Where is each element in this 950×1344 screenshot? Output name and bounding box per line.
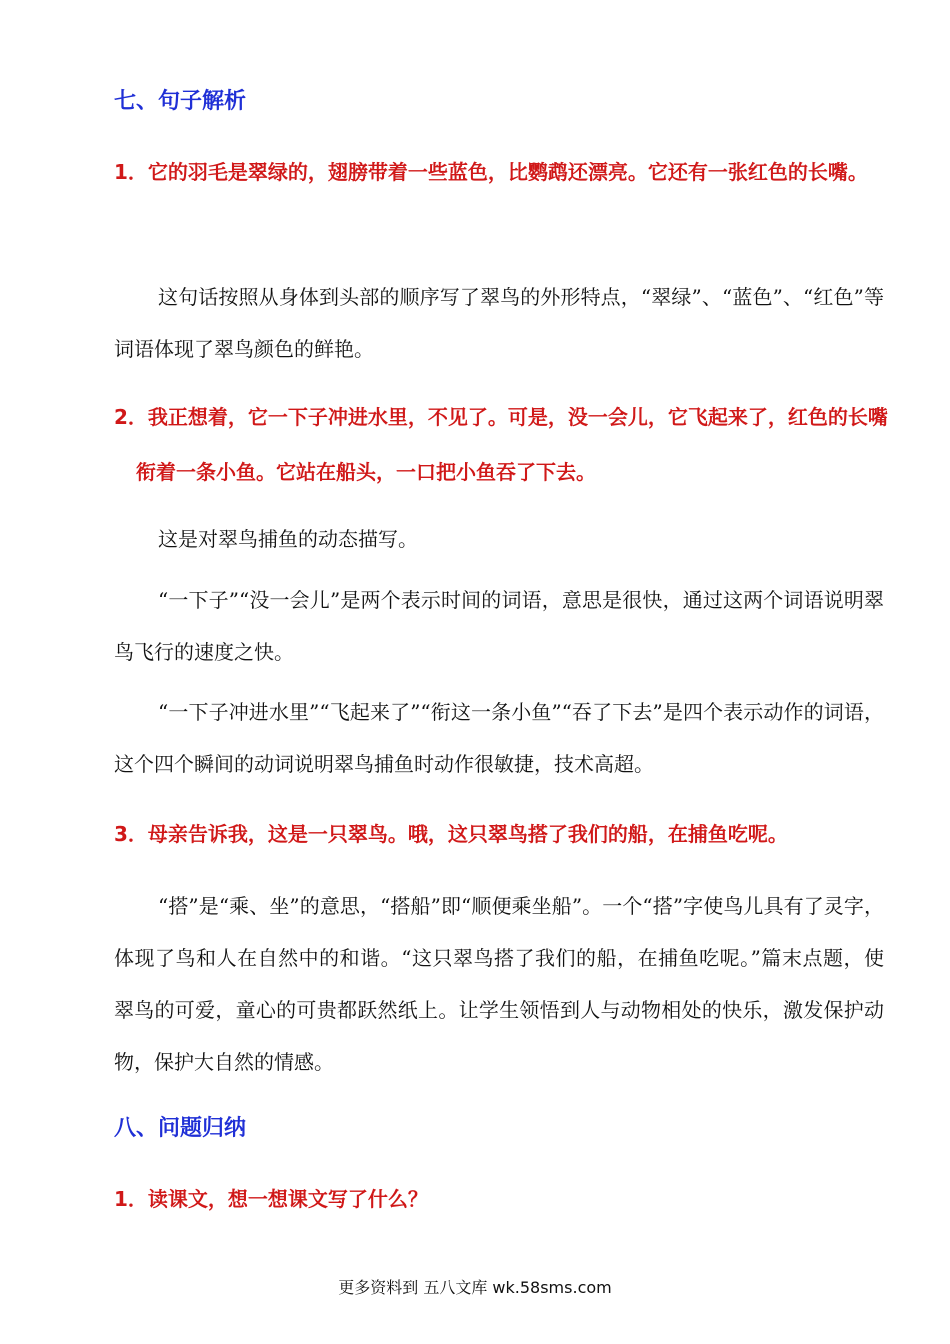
sentence-heading-2: 2．我正想着，它一下子冲进水里，不见了。可是，没一会儿，它飞起来了，红色的长嘴衔着一条小鱼。它站在船头，一口把小鱼吞了下去。	[114, 405, 888, 484]
footer-watermark-text: 更多资料到 五八文库 wk.58sms.com	[338, 1278, 612, 1297]
analysis-paragraph-2-2: “一下子”“没一会儿”是两个表示时间的词语，意思是很快，通过这两个词语说明翠鸟飞行的速度之快。	[114, 588, 884, 664]
analysis-paragraph-3-1: “搭”是“乘、坐”的意思，“搭船”即“顺便乘坐船”。一个“搭”字使鸟儿具有了灵字，体现了鸟和人在自然中的和谐。“这只翠鸟搭了我们的船，在捕鱼吃呢。”篇末点题，使翠鸟的可爱，童心的可贵都跃然纸上。让学生领悟到人与动物相处的快乐，激发保护动物，保护大自然的情感。	[114, 894, 884, 1074]
question-heading-1: 1．读课文，想一想课文写了什么？	[114, 1187, 428, 1211]
section-heading-question-summary: 八、问题归纳	[114, 1116, 247, 1141]
analysis-paragraph-1-1: 这句话按照从身体到头部的顺序写了翠鸟的外形特点，“翠绿”、“蓝色”、“红色”等词语体现了翠鸟颜色的鲜艳。	[114, 285, 884, 361]
analysis-paragraph-2-3: “一下子冲进水里”“飞起来了”“衔这一条小鱼”“吞了下去”是四个表示动作的词语，这个四个瞬间的动词说明翠鸟捕鱼时动作很敏捷，技术高超。	[114, 700, 884, 776]
section-heading-sentence-analysis: 七、句子解析	[114, 89, 247, 114]
analysis-paragraph-2-1: 这是对翠鸟捕鱼的动态描写。	[158, 527, 418, 551]
sentence-heading-1: 1．它的羽毛是翠绿的，翅膀带着一些蓝色，比鹦鹉还漂亮。它还有一张红色的长嘴。	[114, 160, 868, 184]
sentence-heading-3: 3．母亲告诉我，这是一只翠鸟。哦，这只翠鸟搭了我们的船，在捕鱼吃呢。	[114, 822, 788, 846]
